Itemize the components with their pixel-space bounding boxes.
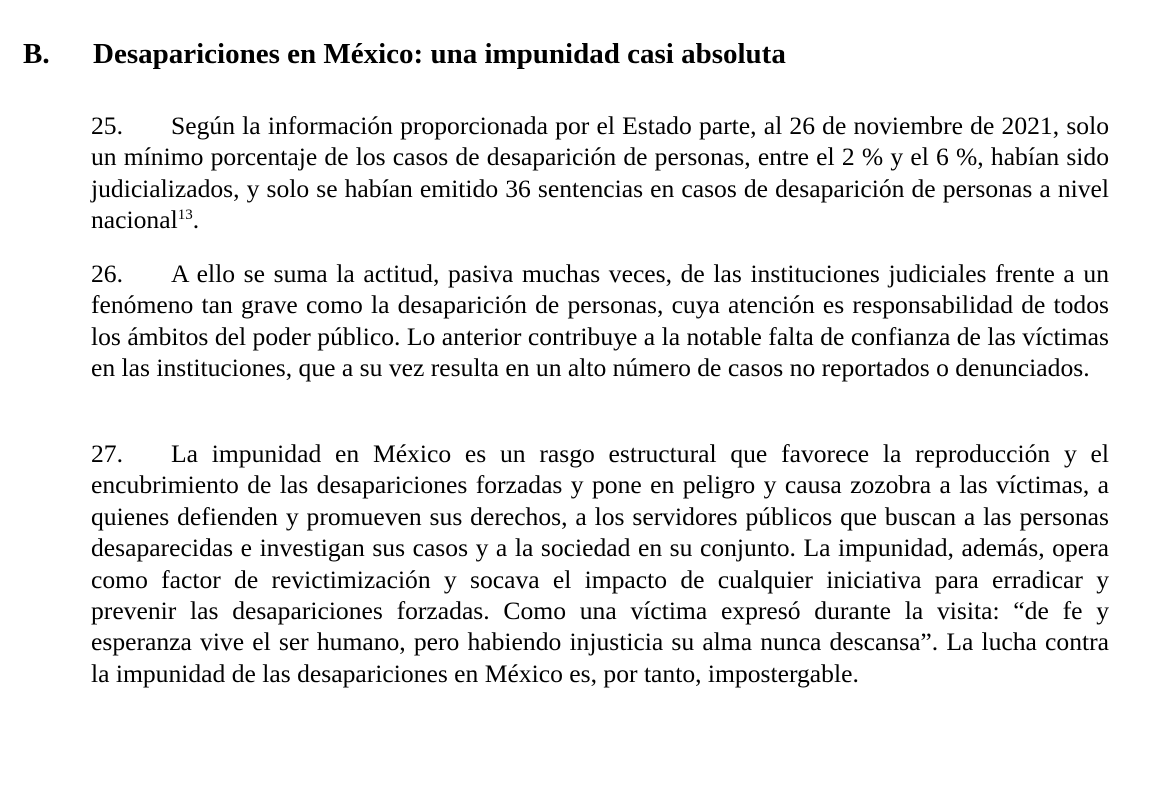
paragraph-25 [91,110,1109,236]
paragraph-number: 25. [91,111,123,140]
paragraph-text-end: . [192,205,200,235]
paragraph-27 [91,438,1109,689]
footnote-reference[interactable]: 13 [177,207,193,224]
section-label: B. [23,38,50,70]
section-title: Desapariciones en México: una impunidad casi absoluta [93,38,786,70]
paragraph-text: Según la información proporcionada por el Estado parte, al 26 de noviembre de 2021, solo un mínimo porcentaje de los casos de desaparición de personas, entre el 2 % y el 6 %, habían sido judicializados, y solo se habían emitido 36 sentencias en casos de desaparición de personas a nivel nacional [91,111,1109,235]
section-heading [23,34,1143,74]
paragraph-text: A ello se suma la actitud, pasiva muchas veces, de las instituciones judiciales frente a un fenómeno tan grave como la desaparición de personas, cuya atención es responsabilidad de todos los ámbitos del poder público. Lo anterior contribuye a la notable falta de confianza de las víctimas en las instituciones, que a su vez resulta en un alto número de casos no reportados o denunciados. [91,259,1109,383]
paragraph-number: 26. [91,259,123,288]
paragraph-number: 27. [91,439,123,468]
paragraph-26 [91,258,1109,384]
paragraph-text: La impunidad en México es un rasgo estructural que favorece la reproducción y el encubrimiento de las desapariciones forzadas y pone en peligro y causa zozobra a las víctimas, a quienes defienden y promueven sus derechos, a los servidores públicos que buscan a las personas desaparecidas e investigan sus casos y a la sociedad en su conjunto. La impunidad, además, opera como factor de revictimización y socava el impacto de cualquier iniciativa para erradicar y prevenir las desapariciones forzadas. Como una víctima expresó durante la visita: “de fe y esperanza vive el ser humano, pero habiendo injusticia su alma nunca descansa”. La lucha contra la impunidad de las desapariciones en México es, por tanto, impostergable. [91,439,1109,688]
